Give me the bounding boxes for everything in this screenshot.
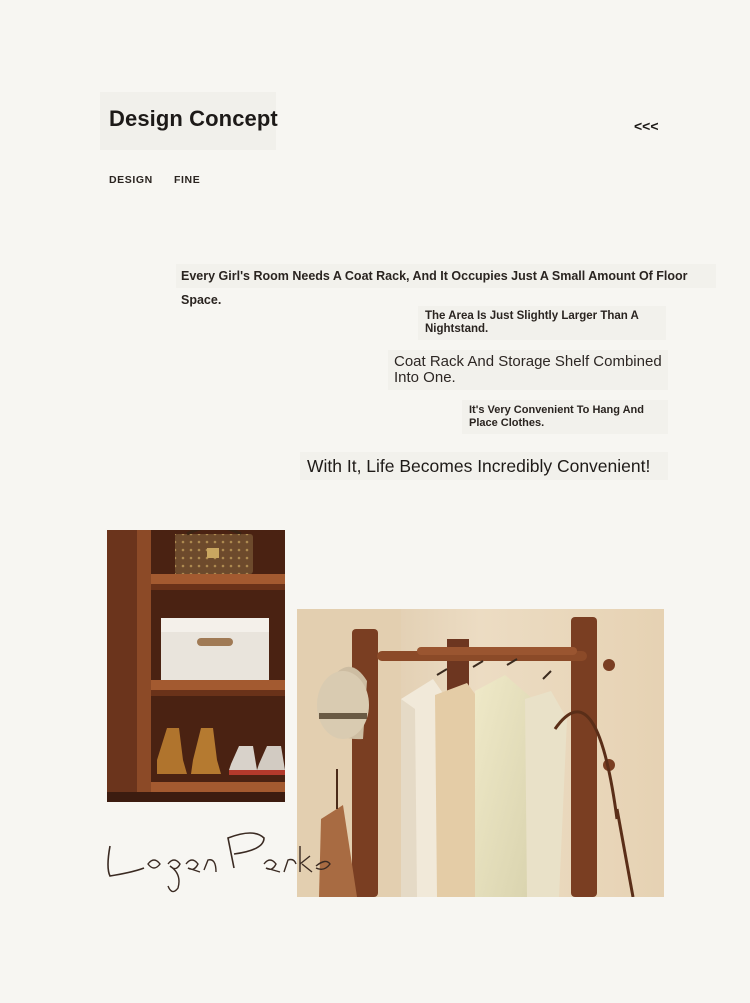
back-button[interactable]: <<< — [634, 118, 659, 134]
shelf-storage-photo — [107, 530, 285, 802]
page-title: Design Concept — [109, 106, 278, 131]
copy-line-3: Coat Rack And Storage Shelf Combined Into One. — [388, 350, 668, 390]
copy-line-2: The Area Is Just Slightly Larger Than A Nightstand. — [418, 306, 666, 340]
coat-rack-photo — [297, 609, 664, 897]
copy-line-4: It's Very Convenient To Hang And Place Clothes. — [462, 400, 668, 434]
tag-design: DESIGN — [109, 174, 153, 186]
logan-parker-signature — [104, 828, 336, 898]
copy-line-1: Every Girl's Room Needs A Coat Rack, And It Occupies Just A Small Amount Of Floor Space. — [176, 264, 716, 288]
tag-fine: FINE — [174, 174, 201, 186]
copy-line-5: With It, Life Becomes Incredibly Convenient! — [300, 452, 668, 480]
